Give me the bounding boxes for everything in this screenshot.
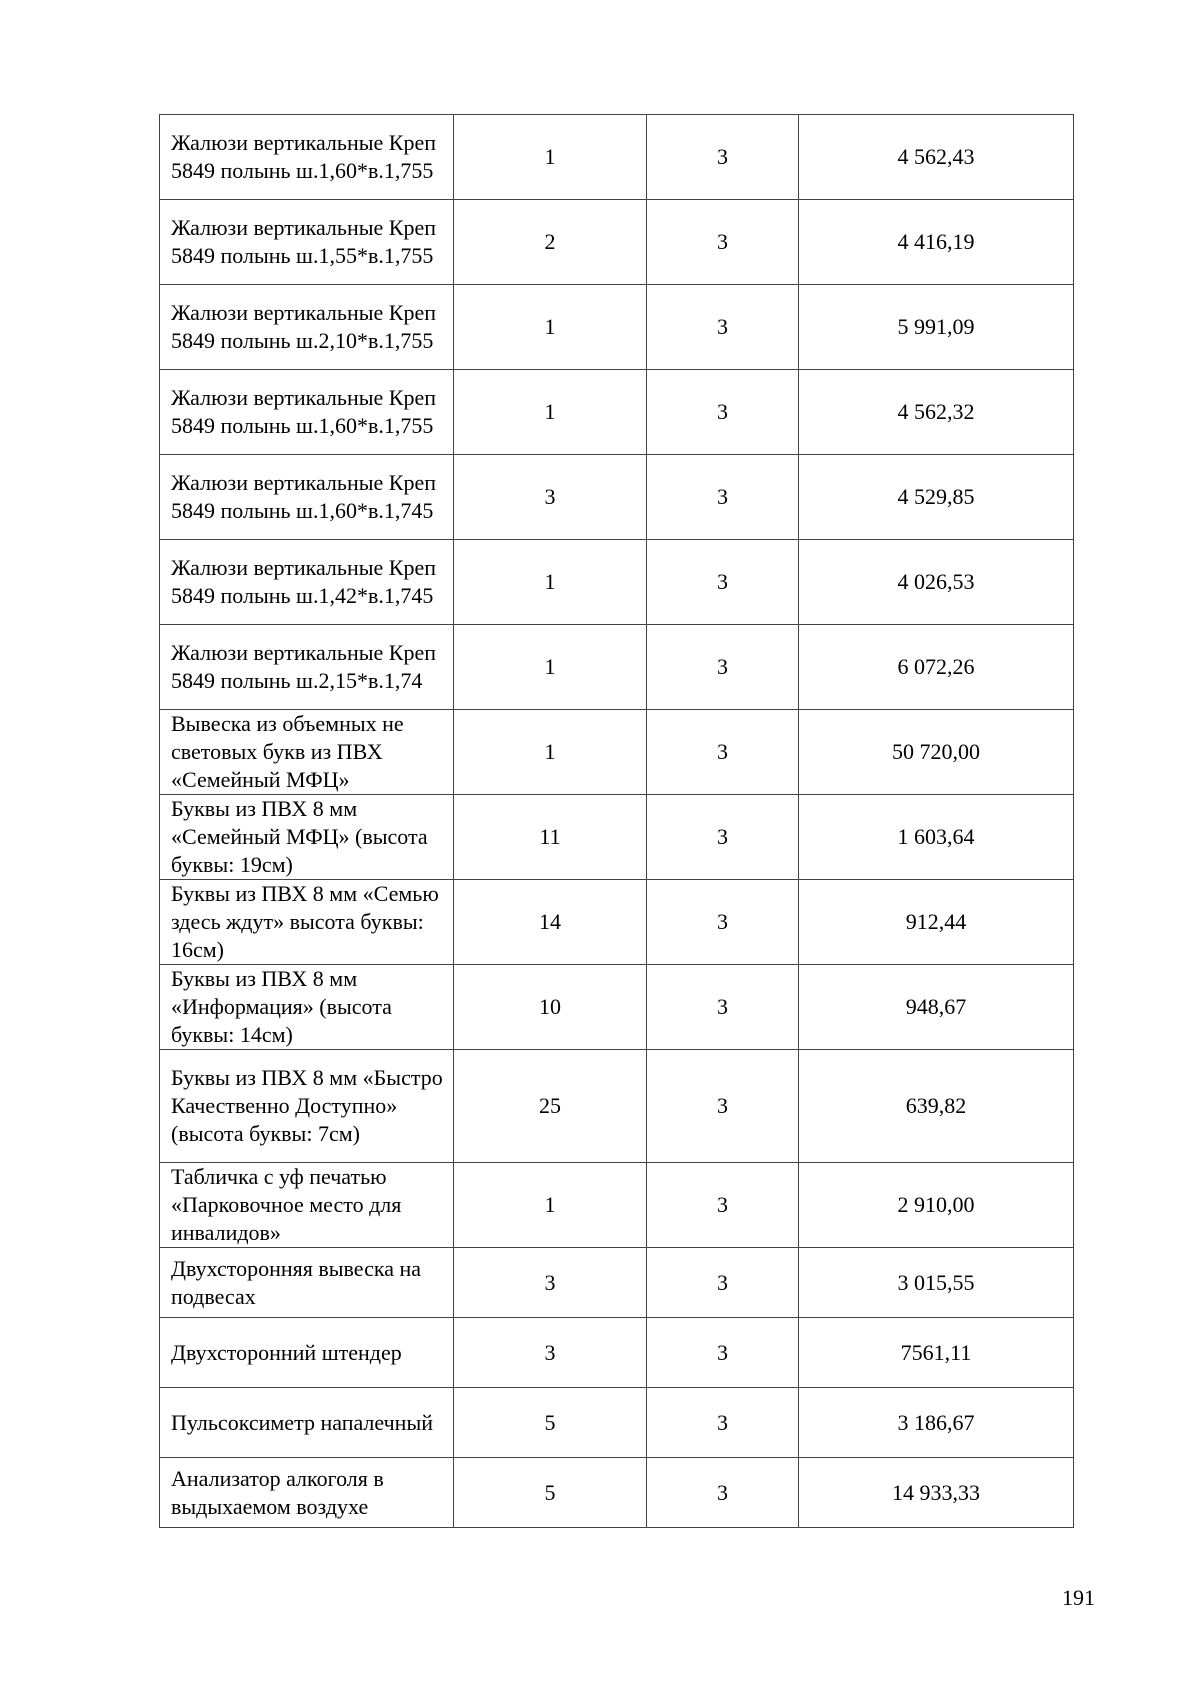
item-price: 6 072,26 [799,625,1074,710]
item-column-3: 3 [647,1388,799,1458]
item-price: 5 991,09 [799,285,1074,370]
table-row [160,795,1074,880]
item-price: 4 416,19 [799,200,1074,285]
table-row [160,1163,1074,1248]
item-quantity: 3 [454,1318,647,1388]
table-row [160,1318,1074,1388]
item-name: Жалюзи вертикальные Креп 5849 полынь ш.2,10*в.1,755 [160,285,454,370]
item-name: Жалюзи вертикальные Креп 5849 полынь ш.2,15*в.1,74 [160,625,454,710]
table-row [160,540,1074,625]
item-quantity: 1 [454,1163,647,1248]
item-name: Буквы из ПВХ 8 мм «Семейный МФЦ» (высота буквы: 19см) [160,795,454,880]
item-name: Буквы из ПВХ 8 мм «Семью здесь ждут» высота буквы: 16см) [160,880,454,965]
item-price: 912,44 [799,880,1074,965]
item-price: 3 186,67 [799,1388,1074,1458]
item-quantity: 5 [454,1388,647,1458]
item-quantity: 1 [454,710,647,795]
item-price: 1 603,64 [799,795,1074,880]
item-price: 4 026,53 [799,540,1074,625]
item-column-3: 3 [647,710,799,795]
item-column-3: 3 [647,285,799,370]
item-column-3: 3 [647,115,799,200]
item-name: Жалюзи вертикальные Креп 5849 полынь ш.1,55*в.1,755 [160,200,454,285]
item-quantity: 10 [454,965,647,1050]
item-column-3: 3 [647,1050,799,1163]
item-price: 3 015,55 [799,1248,1074,1318]
item-price: 4 562,43 [799,115,1074,200]
table-row [160,1050,1074,1163]
item-price: 4 529,85 [799,455,1074,540]
item-quantity: 3 [454,1248,647,1318]
item-column-3: 3 [647,795,799,880]
item-quantity: 1 [454,540,647,625]
item-name: Двухсторонний штендер [160,1318,454,1388]
item-quantity: 14 [454,880,647,965]
item-column-3: 3 [647,540,799,625]
table-row [160,625,1074,710]
item-column-3: 3 [647,1163,799,1248]
item-column-3: 3 [647,455,799,540]
table-row [160,1248,1074,1318]
item-name: Жалюзи вертикальные Креп 5849 полынь ш.1,60*в.1,745 [160,455,454,540]
table-row [160,285,1074,370]
items-table [159,114,1074,1528]
item-price: 14 933,33 [799,1458,1074,1528]
item-price: 7561,11 [799,1318,1074,1388]
item-column-3: 3 [647,880,799,965]
item-column-3: 3 [647,625,799,710]
table-row [160,1458,1074,1528]
page-number: 191 [1062,1585,1095,1610]
item-name: Двухсторонняя вывеска на подвесах [160,1248,454,1318]
item-quantity: 3 [454,455,647,540]
item-column-3: 3 [647,1458,799,1528]
item-column-3: 3 [647,965,799,1050]
table-row [160,455,1074,540]
item-name: Жалюзи вертикальные Креп 5849 полынь ш.1,60*в.1,755 [160,115,454,200]
item-price: 50 720,00 [799,710,1074,795]
item-quantity: 1 [454,370,647,455]
table-row [160,200,1074,285]
item-quantity: 25 [454,1050,647,1163]
item-name: Жалюзи вертикальные Креп 5849 полынь ш.1,60*в.1,755 [160,370,454,455]
item-name: Буквы из ПВХ 8 мм «Быстро Качественно Доступно» (высота буквы: 7см) [160,1050,454,1163]
table-row [160,710,1074,795]
item-price: 639,82 [799,1050,1074,1163]
item-column-3: 3 [647,1318,799,1388]
item-name: Табличка с уф печатью «Парковочное место для инвалидов» [160,1163,454,1248]
item-price: 2 910,00 [799,1163,1074,1248]
item-price: 948,67 [799,965,1074,1050]
item-quantity: 1 [454,285,647,370]
table-row [160,880,1074,965]
table-row [160,965,1074,1050]
item-quantity: 1 [454,115,647,200]
item-name: Анализатор алкоголя в выдыхаемом воздухе [160,1458,454,1528]
item-column-3: 3 [647,370,799,455]
item-column-3: 3 [647,1248,799,1318]
item-column-3: 3 [647,200,799,285]
item-name: Пульсоксиметр напалечный [160,1388,454,1458]
item-quantity: 11 [454,795,647,880]
item-price: 4 562,32 [799,370,1074,455]
table-row [160,1388,1074,1458]
item-quantity: 1 [454,625,647,710]
item-name: Буквы из ПВХ 8 мм «Информация» (высота буквы: 14см) [160,965,454,1050]
item-name: Жалюзи вертикальные Креп 5849 полынь ш.1,42*в.1,745 [160,540,454,625]
item-name: Вывеска из объемных не световых букв из ПВХ «Семейный МФЦ» [160,710,454,795]
table-row [160,370,1074,455]
table-row [160,115,1074,200]
item-quantity: 2 [454,200,647,285]
item-quantity: 5 [454,1458,647,1528]
